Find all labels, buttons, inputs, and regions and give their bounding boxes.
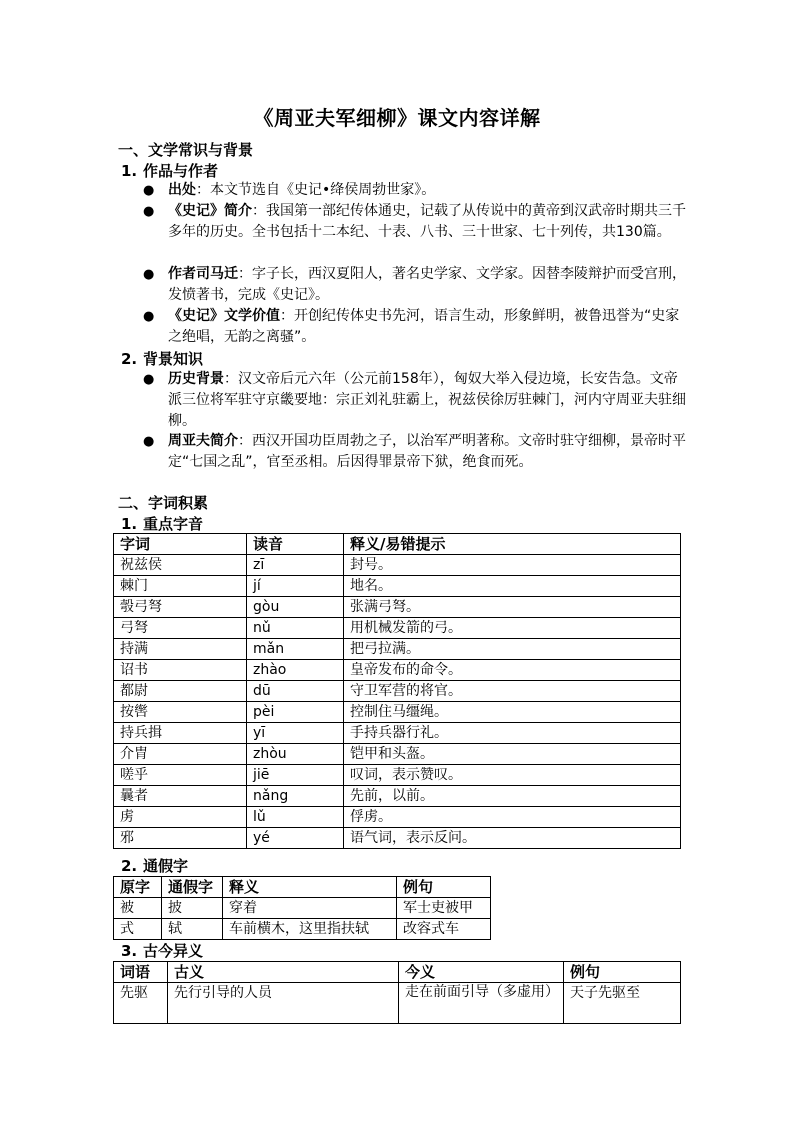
table-cell: 改容式车 [397, 919, 491, 940]
table-header-cell: 例句 [397, 877, 491, 898]
bullet-item [143, 180, 688, 201]
table-cell: 穿着 [223, 898, 397, 919]
table-cell: 介胄 [114, 744, 247, 765]
table-cell: 先驱 [114, 983, 168, 1024]
table-header-cell: 字词 [114, 534, 247, 555]
table-cell: 虏 [114, 807, 247, 828]
table-cell: 嗟乎 [114, 765, 247, 786]
bullet-icon: ● [143, 372, 155, 387]
table-cell: 走在前面引导（多虚用） [399, 983, 564, 1024]
table-cell: zhòu [247, 744, 344, 765]
table-cell: mǎn [247, 639, 344, 660]
table-cell: nǔ [247, 618, 344, 639]
table-cell: 披 [162, 898, 223, 919]
table-row [114, 597, 681, 618]
table-cell: 叹词，表示赞叹。 [344, 765, 681, 786]
bullet-text: ：汉文帝后元六年（公元前158年），匈奴大举入侵边境，长安告急。文帝派三位将军驻守京畿要地：宗正刘礼驻霸上，祝兹侯徐厉驻棘门，河内守周亚夫驻细柳。 [168, 371, 686, 429]
bullet-term: 作者司马迁 [168, 266, 238, 282]
subheading-number: 2. [121, 350, 138, 368]
bullet-term: 《史记》简介 [168, 203, 252, 219]
table-cell: 地名。 [344, 576, 681, 597]
table-row [114, 555, 681, 576]
tongjiazi-table [113, 876, 491, 940]
table-header-cell: 读音 [247, 534, 344, 555]
table-row [114, 828, 681, 849]
table-header-row [114, 962, 681, 983]
table-header-cell: 原字 [114, 877, 162, 898]
subheading-ancient-modern [121, 940, 203, 961]
table-cell: pèi [247, 702, 344, 723]
table-cell: 式 [114, 919, 162, 940]
table-header-cell: 今义 [399, 962, 564, 983]
bullet-term: 出处 [168, 182, 196, 198]
table-cell: 手持兵器行礼。 [344, 723, 681, 744]
table-cell: 守卫军营的将官。 [344, 681, 681, 702]
table-cell: jiē [247, 765, 344, 786]
table-cell: lǔ [247, 807, 344, 828]
table-row [114, 744, 681, 765]
table-header-row [114, 534, 681, 555]
table-cell: yé [247, 828, 344, 849]
table-cell: 皇帝发布的命令。 [344, 660, 681, 681]
bullet-term: 历史背景 [168, 371, 224, 387]
table-cell: gòu [247, 597, 344, 618]
table-header-cell: 古义 [168, 962, 399, 983]
bullet-icon: ● [143, 183, 155, 198]
section-heading-literature: 一、文学常识与背景 [118, 141, 254, 159]
table-header-cell: 通假字 [162, 877, 223, 898]
bullet-text: ：本文节选自《史记•绛侯周勃世家》。 [196, 182, 436, 198]
table-cell: 封号。 [344, 555, 681, 576]
table-cell: 语气词，表示反问。 [344, 828, 681, 849]
table-row [114, 807, 681, 828]
ancient-modern-table [113, 961, 681, 1024]
bullet-text: ：开创纪传体史书先河，语言生动，形象鲜明，被鲁迅誉为“史家之绝唱，无韵之离骚”。 [168, 308, 680, 345]
subheading-label: 重点字音 [143, 515, 204, 533]
table-cell: jí [247, 576, 344, 597]
table-cell: 用机械发箭的弓。 [344, 618, 681, 639]
document-title: 《周亚夫军细柳》课文内容详解 [253, 106, 541, 130]
bullet-text: ：西汉开国功臣周勃之子，以治军严明著称。文帝时驻守细柳，景帝时平定“七国之乱”，官至丞相。后因得罪景帝下狱，绝食而死。 [168, 433, 686, 470]
table-cell: 先行引导的人员 [168, 983, 399, 1024]
table-row [114, 723, 681, 744]
table-cell: 先前，以前。 [344, 786, 681, 807]
table-row [114, 983, 681, 1024]
table-row [114, 919, 491, 940]
table-cell: 俘虏。 [344, 807, 681, 828]
subheading-background [121, 348, 203, 369]
table-cell: 诏书 [114, 660, 247, 681]
bullet-term: 《史记》文学价值 [168, 308, 280, 324]
table-row [114, 660, 681, 681]
bullet-text: ：字子长，西汉夏阳人，著名史学家、文学家。因替李陵辩护而受宫刑，发愤著书，完成《史记》。 [168, 266, 686, 303]
table-cell: 都尉 [114, 681, 247, 702]
table-cell: zī [247, 555, 344, 576]
table-row [114, 786, 681, 807]
table-row [114, 898, 491, 919]
subheading-tongjiazi [121, 855, 188, 876]
pronunciation-table [113, 533, 681, 849]
subheading-number: 1. [121, 515, 138, 533]
table-cell: 天子先驱至 [564, 983, 681, 1024]
table-cell: 把弓拉满。 [344, 639, 681, 660]
section-heading-vocabulary: 二、字词积累 [118, 494, 209, 512]
table-cell: 持满 [114, 639, 247, 660]
subheading-label: 作品与作者 [143, 162, 219, 180]
bullet-icon: ● [143, 267, 155, 282]
table-cell: yī [247, 723, 344, 744]
table-cell: 车前横木，这里指扶轼 [223, 919, 397, 940]
table-cell: dū [247, 681, 344, 702]
bullet-item [143, 431, 688, 473]
bullet-icon: ● [143, 204, 155, 219]
table-cell: 轼 [162, 919, 223, 940]
table-row [114, 765, 681, 786]
table-cell: 曩者 [114, 786, 247, 807]
table-cell: 铠甲和头盔。 [344, 744, 681, 765]
bullet-item [143, 369, 688, 432]
subheading-label: 通假字 [143, 857, 189, 875]
table-row [114, 639, 681, 660]
bullet-item [143, 306, 688, 348]
table-cell: 军士吏被甲 [397, 898, 491, 919]
subheading-label: 背景知识 [143, 350, 204, 368]
table-cell: zhào [247, 660, 344, 681]
bullet-icon: ● [143, 309, 155, 324]
subheading-number: 3. [121, 942, 138, 960]
table-cell: 弓弩 [114, 618, 247, 639]
table-cell: 持兵揖 [114, 723, 247, 744]
table-cell: 邪 [114, 828, 247, 849]
table-row [114, 702, 681, 723]
table-header-cell: 释义 [223, 877, 397, 898]
subheading-number: 1. [121, 162, 138, 180]
subheading-number: 2. [121, 857, 138, 875]
table-cell: 按辔 [114, 702, 247, 723]
subheading-label: 古今异义 [143, 942, 204, 960]
bullet-item [143, 201, 688, 243]
table-header-cell: 释义/易错提示 [344, 534, 681, 555]
table-row [114, 681, 681, 702]
table-row [114, 576, 681, 597]
table-header-row [114, 877, 491, 898]
table-cell: nǎng [247, 786, 344, 807]
table-cell: 控制住马缰绳。 [344, 702, 681, 723]
bullet-icon: ● [143, 434, 155, 449]
table-header-cell: 例句 [564, 962, 681, 983]
table-cell: 张满弓弩。 [344, 597, 681, 618]
table-header-cell: 词语 [114, 962, 168, 983]
table-cell: 被 [114, 898, 162, 919]
subheading-pronunciation [121, 513, 203, 534]
table-row [114, 618, 681, 639]
bullet-term: 周亚夫简介 [168, 433, 238, 449]
table-cell: 祝兹侯 [114, 555, 247, 576]
bullet-text: ：我国第一部纪传体通史，记载了从传说中的黄帝到汉武帝时期共三千多年的历史。全书包括十二本纪、十表、八书、三十世家、七十列传，共130篇。 [168, 203, 686, 240]
bullet-item [143, 264, 688, 306]
table-cell: 棘门 [114, 576, 247, 597]
subheading-works-author [121, 160, 218, 181]
table-cell: 彀弓弩 [114, 597, 247, 618]
